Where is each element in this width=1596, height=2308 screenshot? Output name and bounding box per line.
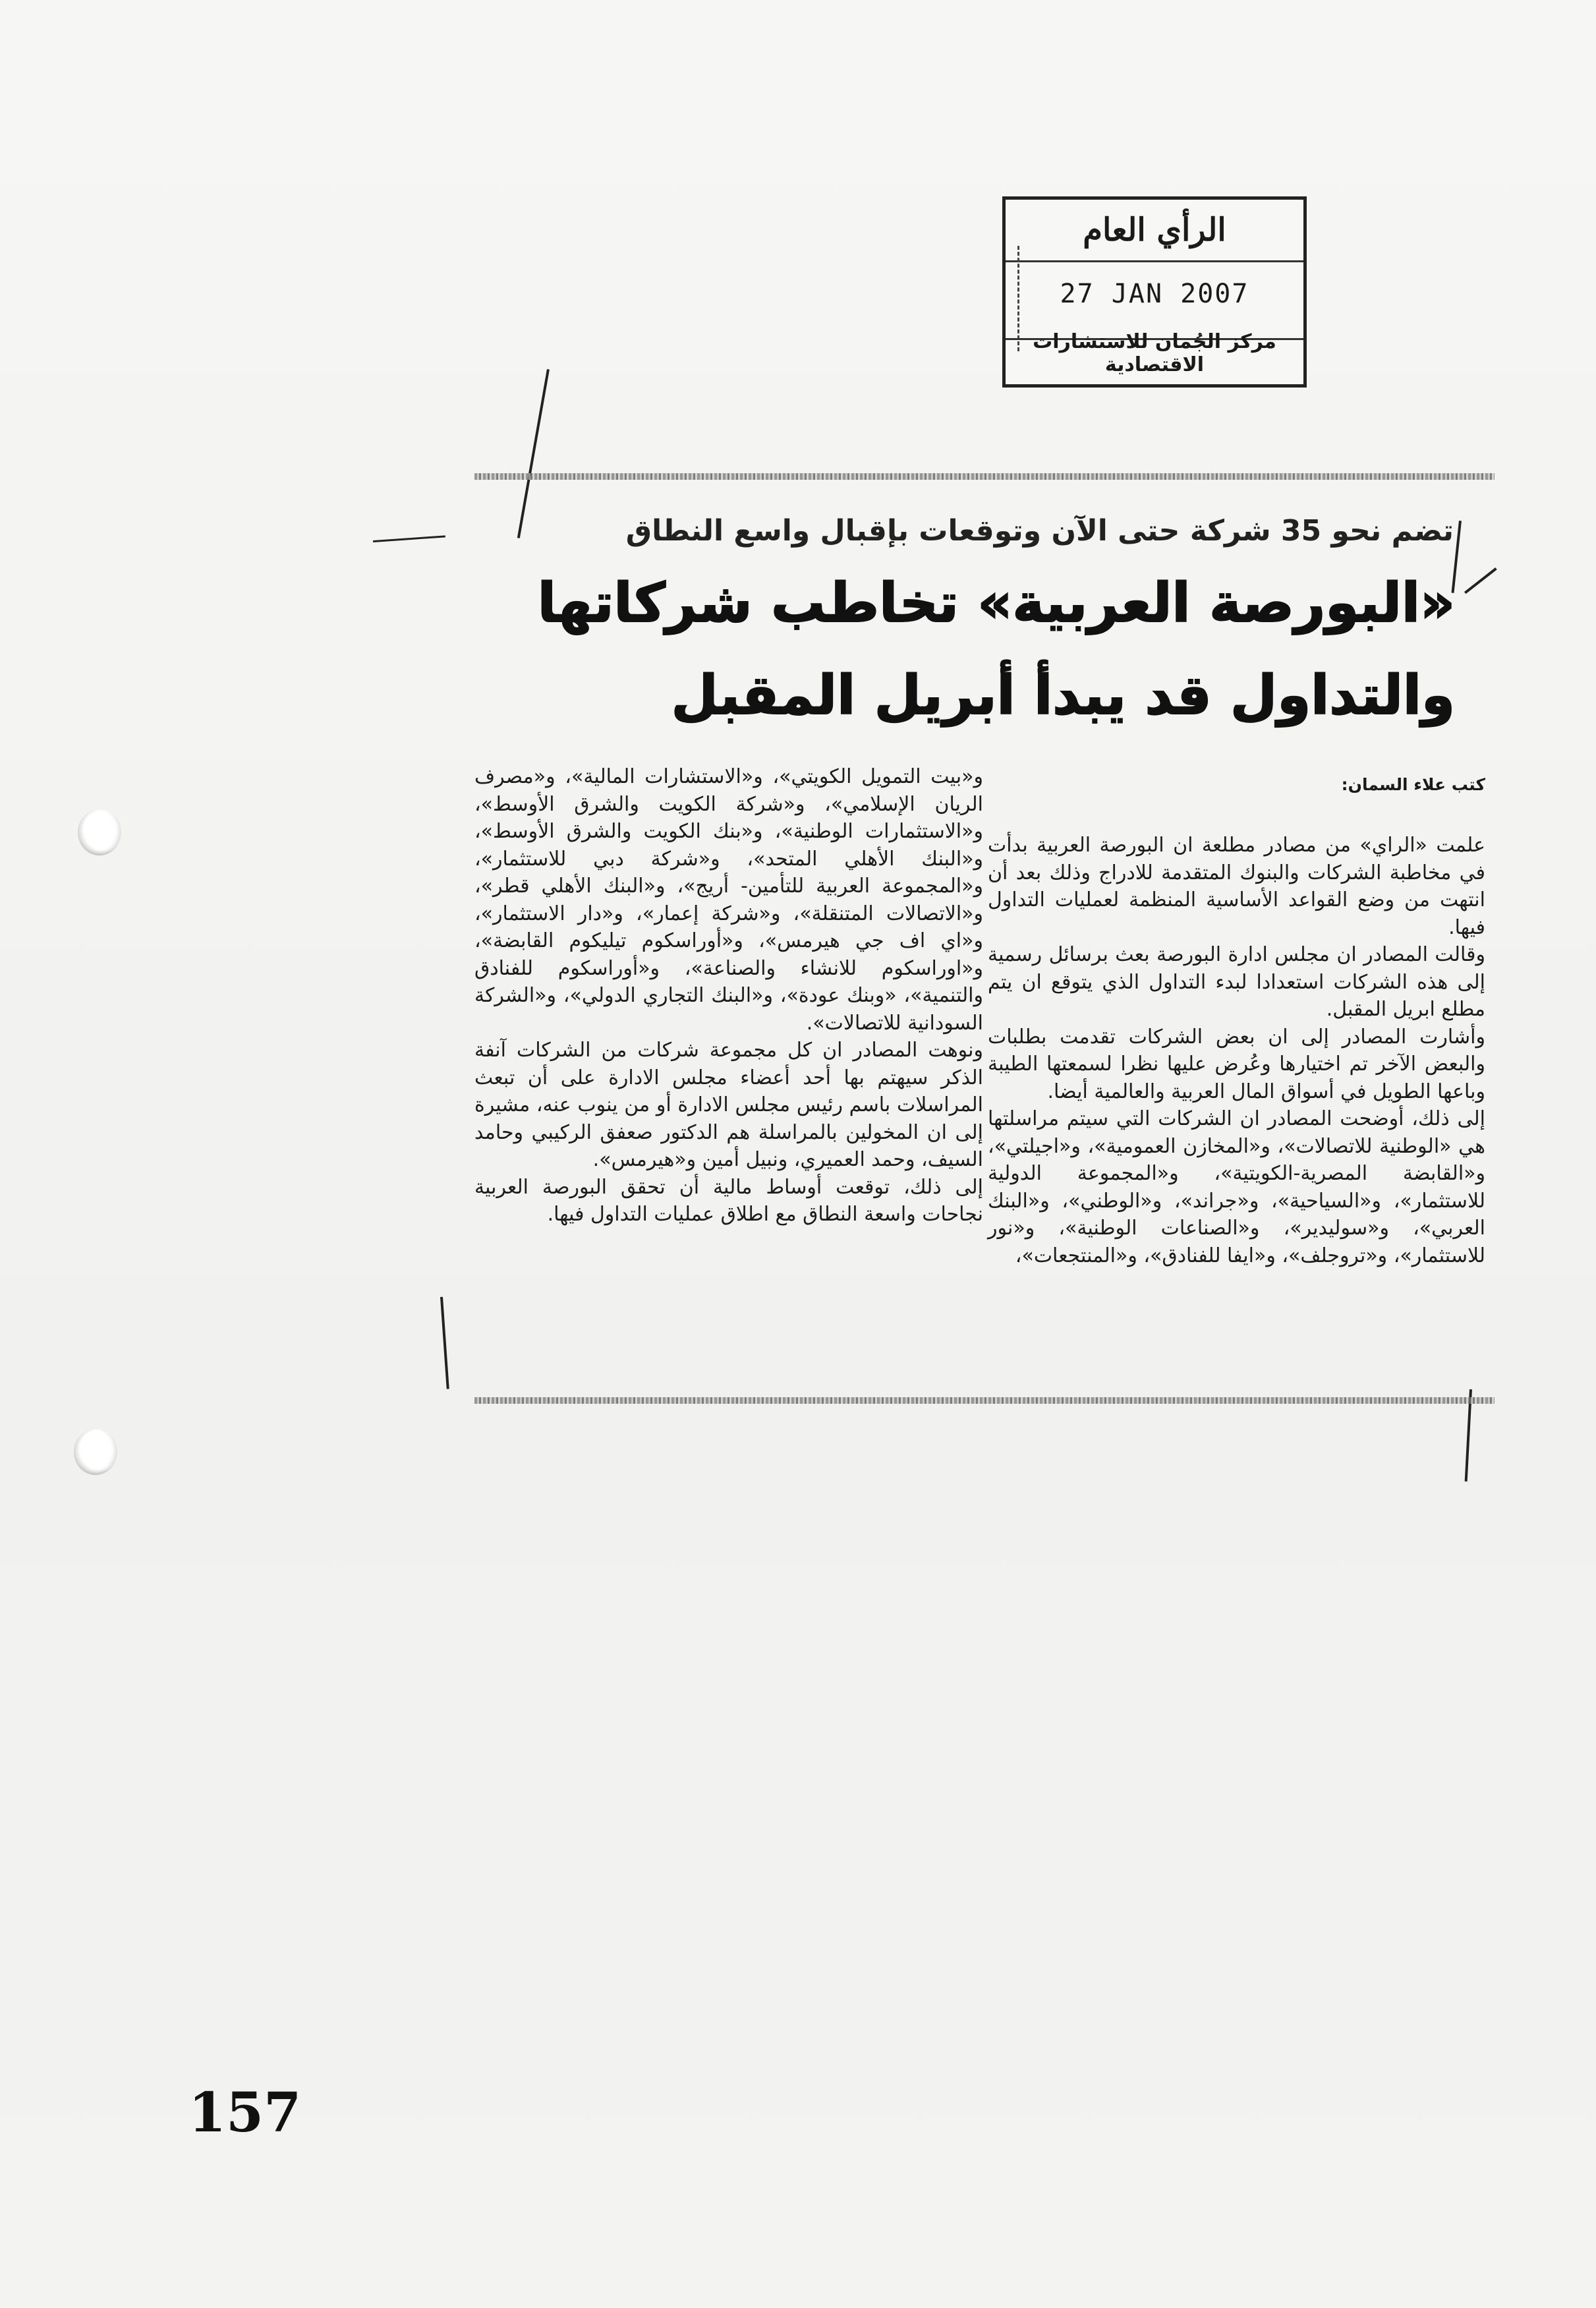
punch-hole-lower	[74, 1429, 117, 1475]
newspaper-clipping	[474, 473, 1495, 1422]
paragraph: إلى ذلك، أوضحت المصادر ان الشركات التي سيتم مراسلتها هي «الوطنية للاتصالات»، و«المخازن العمومية»، و«اجيلتي»، و«القابضة المصرية-الكويتية»، و«المجموعة الدولية للاستثمار»، و«السياحية»، و«جراند»، و«الوطني»، و«البنك العربي»، و«سوليدير»، و«الصناعات الوطنية»، و«نور للاستثمار»، و«تروجلف»، و«ايفا للفنادق»، و«المنتجعات»،	[988, 1107, 1485, 1267]
archive-stamp	[1002, 196, 1307, 388]
punch-hole-upper	[78, 809, 121, 855]
article-headline-line1: «البورصة العربية» تخاطب شركاتها	[537, 572, 1455, 635]
page-number: 157	[188, 2081, 302, 2145]
stamp-newspaper-name: الرأي العام	[1083, 212, 1226, 248]
article-kicker: تضم نحو 35 شركة حتى الآن وتوقعات بإقبال واسع النطاق	[625, 514, 1454, 548]
paragraph: ونوهت المصادر ان كل مجموعة شركات من الشركات آنفة الذكر سيهتم بها أحد أعضاء مجلس الادارة على أن تبعث المراسلات باسم رئيس مجلس الادارة أو من ينوب عنه، مشيرة إلى ان المخولين بالمراسلة هم الدكتور صعفق الركيبي وحامد السيف، وحمد العميري، ونبيل أمين و«هيرمس».	[474, 1039, 983, 1171]
paragraph: إلى ذلك، توقعت أوساط مالية أن تحقق البورصة العربية نجاحات واسعة النطاق مع اطلاق عمليات التداول فيها.	[474, 1175, 983, 1226]
article-column-right	[988, 832, 1485, 1269]
clipping-top-rule	[474, 473, 1495, 480]
article-column-left	[474, 763, 983, 1228]
clipping-bottom-rule	[474, 1397, 1495, 1404]
stamp-date: 27 JAN 2007	[1060, 279, 1249, 309]
stamp-organization: مركز الجُمان للاستشارات الاقتصادية	[1033, 330, 1276, 376]
paragraph: وقالت المصادر ان مجلس ادارة البورصة بعث برسائل رسمية إلى هذه الشركات استعدادا لبدء التداول الذي يتوقع ان يتم مطلع ابريل المقبل.	[988, 943, 1485, 1021]
article-headline-line2: والتداول قد يبدأ أبريل المقبل	[671, 664, 1455, 727]
paragraph: علمت «الراي» من مصادر مطلعة ان البورصة العربية بدأت في مخاطبة الشركات والبنوك المتقدمة للادراج وذلك بعد أن انتهت من وضع القواعد الأساسية المنظمة لعمليات التداول فيها.	[988, 834, 1485, 939]
article-byline: كتب علاء السمان:	[1341, 775, 1485, 794]
stamp-divider-top	[1006, 260, 1303, 262]
paragraph: وأشارت المصادر إلى ان بعض الشركات تقدمت بطلبات والبعض الآخر تم اختيارها وعُرض عليها نظرا لسمعتها الطيبة وباعها الطويل في أسواق المال العربية والعالمية أيضا.	[988, 1025, 1485, 1103]
paragraph: و«بيت التمويل الكويتي»، و«الاستشارات المالية»، و«مصرف الريان الإسلامي»، و«شركة الكويت والشرق الأوسط»، و«الاستثمارات الوطنية»، و«بنك الكويت والشرق الأوسط»، و«البنك الأهلي المتحد»، و«شركة دبي للاستثمار»، و«المجموعة العربية للتأمين- أريج»، و«البنك الأهلي قطر»، و«الاتصالات المتنقلة»، و«شركة إعمار»، و«دار الاستثمار»، و«اي اف جي هيرمس»، و«أوراسكوم تيليكوم القابضة»، و«اوراسكوم للانشاء والصناعة»، و«أوراسكوم للفنادق والتنمية»، «وبنك عودة»، و«البنك التجاري الدولي»، و«الشركة السودانية للاتصالات».	[474, 765, 983, 1035]
